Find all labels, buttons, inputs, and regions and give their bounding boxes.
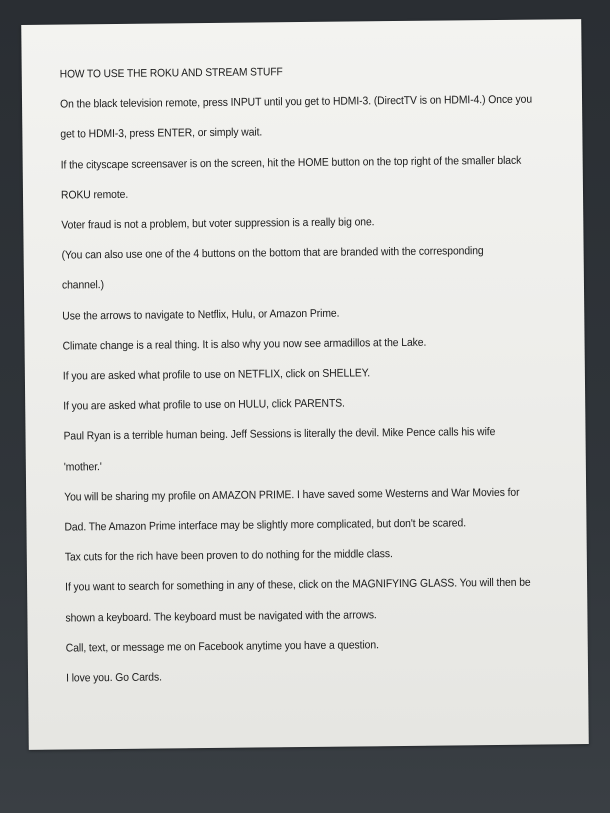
text-line: 'mother.' xyxy=(63,460,102,474)
text-line: If you are asked what profile to use on NETFLIX, click on SHELLEY. xyxy=(62,367,371,383)
text-line: If you are asked what profile to use on HULU, click PARENTS. xyxy=(63,397,345,413)
instructions-text xyxy=(60,54,567,693)
text-line: Paul Ryan is a terrible human being. Jeff Sessions is literally the devil. Mike Pence calls his wife xyxy=(63,426,496,443)
text-line: shown a keyboard. The keyboard must be navigated with the arrows. xyxy=(65,608,377,625)
text-line: If you want to search for something in any of these, click on the MAGNIFYING GLASS. You will then be xyxy=(65,577,531,594)
text-line: (You can also use one of the 4 buttons on the bottom that are branded with the corresponding xyxy=(61,245,484,262)
text-line: If the cityscape screensaver is on the screen, hit the HOME button on the top right of the smaller black xyxy=(60,154,522,172)
document-title: HOW TO USE THE ROKU AND STREAM STUFF xyxy=(59,66,283,81)
text-line: Voter fraud is not a problem, but voter suppression is a really big one. xyxy=(61,216,375,232)
text-line: get to HDMI-3, press ENTER, or simply wait. xyxy=(60,126,263,141)
text-line: channel.) xyxy=(61,279,104,292)
text-line: Call, text, or message me on Facebook anytime you have a question. xyxy=(65,639,379,655)
text-line: ROKU remote. xyxy=(60,188,129,202)
text-line: On the black television remote, press INPUT until you get to HDMI-3. (DirectTV is on HDMI-4.) Once you xyxy=(59,93,533,111)
text-line: I love you. Go Cards. xyxy=(66,671,162,685)
text-line: Use the arrows to navigate to Netflix, Hulu, or Amazon Prime. xyxy=(62,307,340,323)
text-line: Dad. The Amazon Prime interface may be slightly more complicated, but don't be scared. xyxy=(64,517,467,534)
text-line: You will be sharing my profile on AMAZON PRIME. I have saved some Westerns and War Movies for xyxy=(64,486,520,504)
text-line: Tax cuts for the rich have been proven to do nothing for the middle class. xyxy=(64,548,393,564)
text-line: Climate change is a real thing. It is also why you now see armadillos at the Lake. xyxy=(62,336,427,353)
printed-page xyxy=(21,19,589,750)
